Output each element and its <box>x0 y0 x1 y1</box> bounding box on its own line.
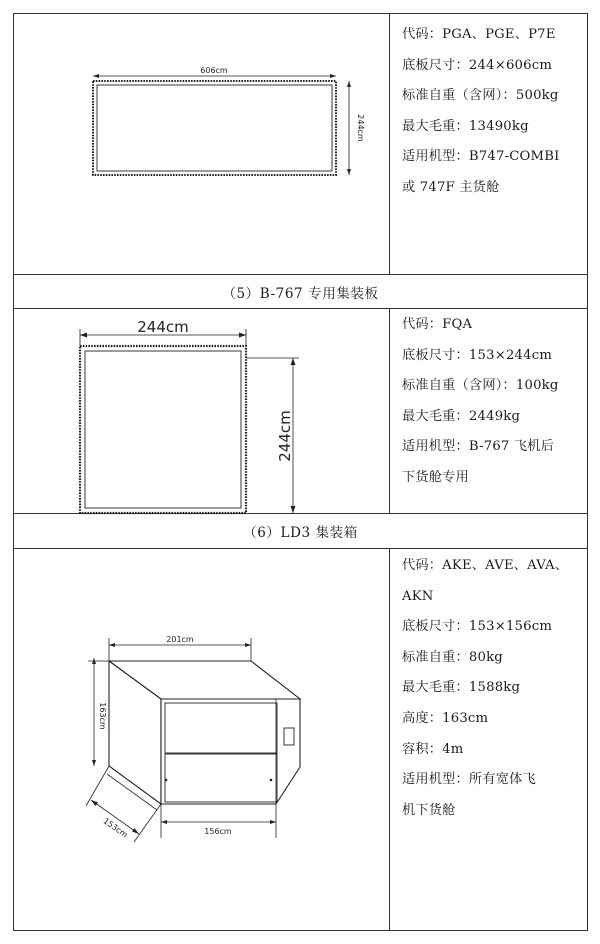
column-divider <box>389 548 390 930</box>
container-front-face <box>161 699 300 804</box>
spec-line: 机下货舱 <box>402 802 456 818</box>
spec-line: 标准自重（含网）：500kg <box>402 88 559 104</box>
spec-line: 底板尺寸：153×156cm <box>402 619 553 635</box>
column-divider <box>389 14 390 274</box>
spec-line: 代码：PGA、PGE、P7E <box>402 27 556 42</box>
arrowhead <box>92 760 96 766</box>
pallet-inner-edge <box>85 351 241 508</box>
spec-line: 标准自重（含网）：100kg <box>402 378 559 394</box>
fqa-spec-list <box>402 310 587 494</box>
container-spec-table <box>13 13 588 931</box>
depth-dimension-label: 153cm <box>101 816 130 840</box>
row-divider <box>14 274 587 275</box>
arrowhead <box>291 506 296 513</box>
rivet <box>165 779 168 782</box>
column-divider <box>389 308 390 513</box>
spec-line: 最大毛重：2449kg <box>402 408 521 424</box>
section-caption-b767: （5）B-767 专用集装板 <box>222 286 379 302</box>
spec-line: 最大毛重：13490kg <box>402 118 529 134</box>
arrowhead <box>91 800 98 806</box>
arrowhead <box>270 820 276 824</box>
arrowhead <box>330 74 336 78</box>
pallet-outer-edge <box>80 346 246 513</box>
arrowhead <box>80 333 87 338</box>
section-caption-ld3: （6）LD3 集装箱 <box>243 525 358 541</box>
pallet-inner-edge <box>97 85 332 171</box>
height-dimension-label: 163cm <box>98 702 107 730</box>
rivet <box>270 779 273 782</box>
spec-line: 高度：163cm <box>402 710 489 726</box>
spec-line: 最大毛重：1588kg <box>402 680 521 696</box>
fqa-pallet-drawing <box>14 308 389 513</box>
arrowhead <box>347 81 351 87</box>
arrowhead <box>347 169 351 175</box>
spec-line: 代码：FQA <box>402 317 473 332</box>
arrowhead <box>161 820 167 824</box>
arrowhead <box>245 643 251 647</box>
width-dimension-label: 606cm <box>200 66 228 75</box>
spec-line: 容积：4m <box>402 741 464 757</box>
spec-line: 代码：AKE、AVE、AVA、 <box>402 558 569 573</box>
top-dimension-label: 201cm <box>166 635 194 644</box>
spec-line: 或 747F 主货舱 <box>402 179 500 195</box>
spec-line: 底板尺寸：244×606cm <box>402 57 553 73</box>
extension-line <box>134 804 161 842</box>
pga-spec-list <box>402 20 587 204</box>
height-dimension-label: 244cm <box>276 410 294 462</box>
spec-line: 标准自重：80kg <box>402 649 503 665</box>
pga-pallet-drawing <box>14 14 389 274</box>
arrowhead <box>239 333 246 338</box>
arrowhead <box>93 74 99 78</box>
spec-line: 适用机型：B747-COMBI <box>402 149 560 165</box>
arrowhead <box>132 828 139 834</box>
spec-line: 适用机型：B-767 飞机后 <box>402 439 555 455</box>
arrowhead <box>291 358 296 365</box>
spec-line: 适用机型：所有宽体飞 <box>402 772 536 788</box>
arrowhead <box>109 643 115 647</box>
pallet-outer-edge <box>93 81 336 175</box>
base-dimension-label: 156cm <box>204 827 232 836</box>
extension-line <box>86 766 109 806</box>
spec-line: AKN <box>402 588 434 604</box>
spec-line: 底板尺寸：153×244cm <box>402 347 553 363</box>
width-dimension-label: 244cm <box>137 318 189 336</box>
ld3-container-drawing <box>14 548 389 930</box>
ld3-spec-list <box>402 551 587 826</box>
spec-line: 下货舱专用 <box>402 469 469 485</box>
height-dimension-label: 244cm <box>356 114 365 142</box>
